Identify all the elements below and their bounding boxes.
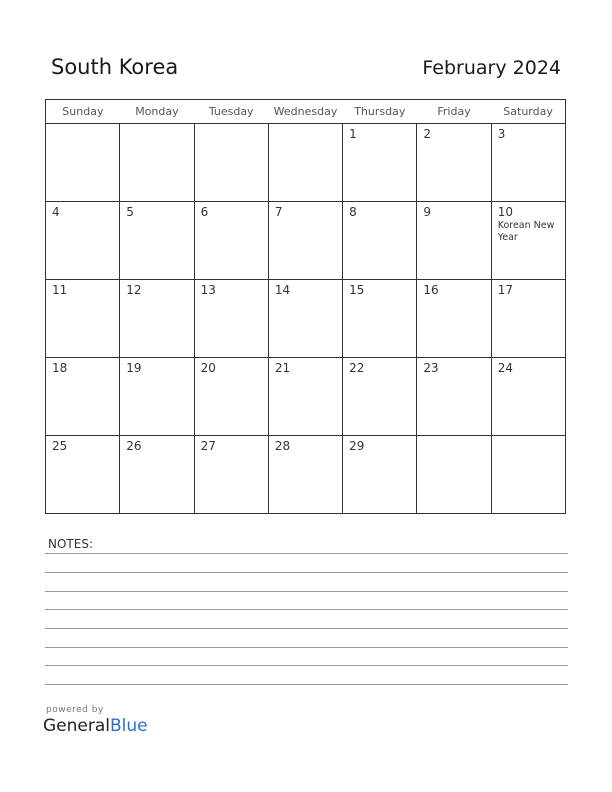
- day-number: 10: [497, 205, 513, 219]
- day-cell: [46, 280, 120, 358]
- day-cell: [120, 358, 194, 436]
- day-cell: [46, 124, 120, 202]
- day-cell: [491, 202, 565, 280]
- day-number: 14: [274, 283, 291, 297]
- note-line: [45, 647, 568, 648]
- day-cell: [194, 124, 268, 202]
- day-number: 3: [497, 127, 506, 141]
- weekday-header: Monday: [120, 100, 194, 124]
- day-cell: [491, 358, 565, 436]
- day-number: 28: [274, 439, 291, 453]
- day-cell: [343, 280, 417, 358]
- day-number: 29: [349, 439, 365, 453]
- day-number: 2: [423, 127, 432, 141]
- week-row: [46, 358, 566, 436]
- day-cell: [268, 280, 342, 358]
- weekday-header-row: [46, 100, 566, 124]
- note-line: [45, 609, 568, 610]
- day-cell: [343, 124, 417, 202]
- day-cell: [417, 358, 491, 436]
- week-row: [46, 436, 566, 514]
- day-number: 24: [497, 361, 513, 375]
- day-number: 17: [497, 283, 513, 297]
- weekday-header: Wednesday: [268, 100, 342, 124]
- day-number: 7: [274, 205, 283, 219]
- day-cell: [120, 280, 194, 358]
- day-number: 22: [349, 361, 365, 375]
- day-number: 5: [126, 205, 134, 219]
- day-number: 23: [423, 361, 439, 375]
- day-number: 26: [126, 439, 142, 453]
- day-number: 9: [423, 205, 432, 219]
- logo-text-blue: Blue: [110, 716, 148, 736]
- day-cell: [417, 280, 491, 358]
- note-line: [45, 591, 568, 592]
- note-line: [45, 665, 568, 666]
- day-number: 18: [52, 361, 68, 375]
- day-cell: [194, 358, 268, 436]
- note-line: [45, 628, 568, 629]
- weekday-header: Sunday: [46, 100, 120, 124]
- day-number: 27: [200, 439, 216, 453]
- powered-by-text: powered by: [46, 705, 104, 715]
- day-cell: [194, 436, 268, 514]
- day-number: 20: [200, 361, 216, 375]
- day-cell: [268, 358, 342, 436]
- week-row: [46, 202, 566, 280]
- day-cell: [46, 358, 120, 436]
- day-cell: [417, 124, 491, 202]
- day-number: 16: [423, 283, 439, 297]
- note-line: [45, 572, 568, 573]
- day-cell: [46, 202, 120, 280]
- generalblue-logo: [43, 716, 148, 736]
- weekday-header: Friday: [417, 100, 491, 124]
- day-cell: [120, 202, 194, 280]
- weekday-header: Thursday: [343, 100, 417, 124]
- note-line: [45, 553, 568, 554]
- week-row: [46, 124, 566, 202]
- day-number: 21: [274, 361, 291, 375]
- week-row: [46, 280, 566, 358]
- day-cell: [417, 436, 491, 514]
- day-number: 4: [52, 205, 60, 219]
- day-cell: [194, 202, 268, 280]
- day-number: 12: [126, 283, 142, 297]
- day-number: 1: [349, 127, 357, 141]
- holiday-label: Korean New Year: [497, 220, 555, 243]
- day-number: 13: [200, 283, 216, 297]
- day-cell: [194, 280, 268, 358]
- notes-label: NOTES:: [48, 537, 93, 551]
- day-cell: [120, 124, 194, 202]
- day-cell: [491, 280, 565, 358]
- day-cell: [491, 436, 565, 514]
- day-number: 15: [349, 283, 365, 297]
- calendar-country-title: South Korea: [51, 55, 179, 79]
- day-number: 11: [52, 283, 68, 297]
- day-cell: [491, 124, 565, 202]
- day-cell: [417, 202, 491, 280]
- calendar-grid: [45, 99, 566, 514]
- day-number: 19: [126, 361, 142, 375]
- day-cell: [343, 358, 417, 436]
- calendar-month-title: February 2024: [422, 57, 561, 79]
- day-number: 25: [52, 439, 68, 453]
- day-number: 8: [349, 205, 357, 219]
- day-cell: [343, 436, 417, 514]
- logo-text-general: General: [43, 716, 110, 736]
- day-cell: [268, 202, 342, 280]
- day-cell: [120, 436, 194, 514]
- day-number: 6: [200, 205, 209, 219]
- day-cell: [343, 202, 417, 280]
- note-line: [45, 684, 568, 685]
- day-cell: [46, 436, 120, 514]
- day-cell: [268, 124, 342, 202]
- weekday-header: Saturday: [491, 100, 565, 124]
- weekday-header: Tuesday: [194, 100, 268, 124]
- day-cell: [268, 436, 342, 514]
